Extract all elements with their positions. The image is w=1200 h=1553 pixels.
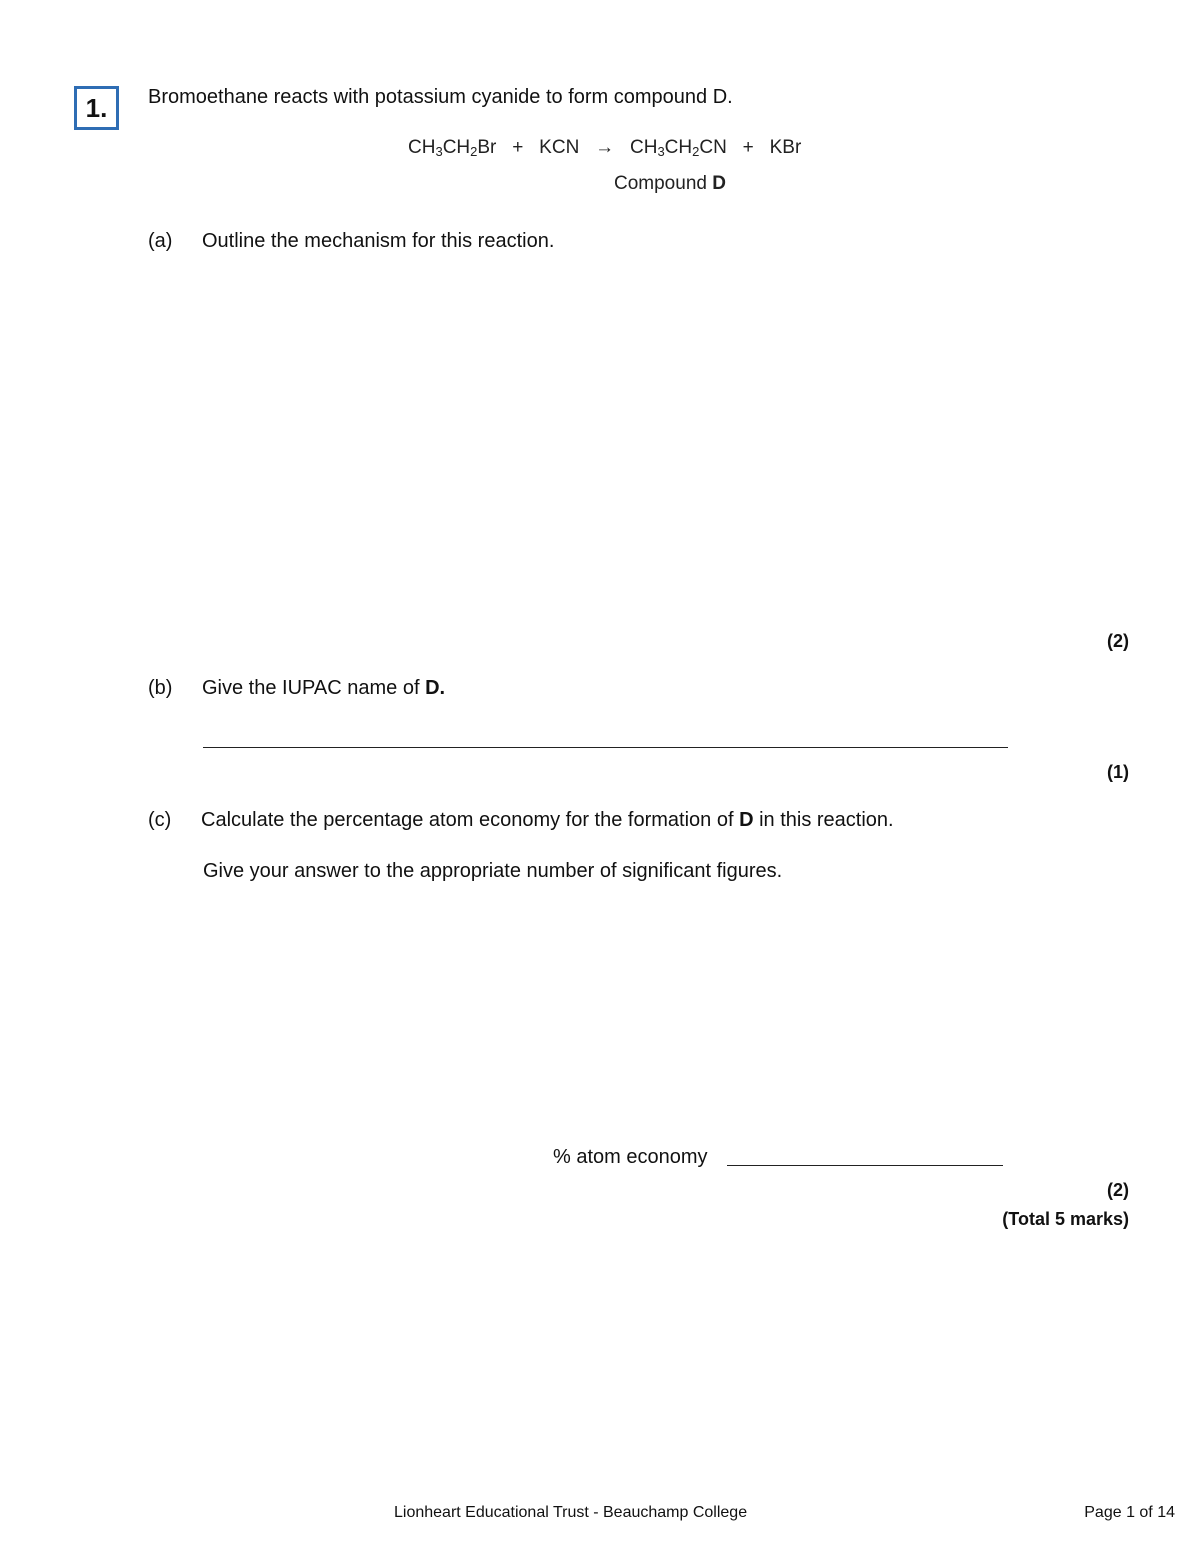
reaction-equation	[408, 137, 801, 159]
part-c-instruction: Give your answer to the appropriate number of significant figures.	[203, 860, 783, 882]
part-b-marks: (1)	[1107, 762, 1129, 782]
product-kbr: KBr	[769, 137, 802, 158]
part-c-text: Calculate the percentage atom economy for the formation of D in this reaction.	[201, 809, 894, 831]
reaction-arrow: →	[595, 137, 615, 158]
total-marks: (Total 5 marks)	[1002, 1209, 1129, 1229]
question-number: 1.	[85, 92, 108, 123]
part-c-label: (c)	[148, 809, 172, 831]
part-a-text: Outline the mechanism for this reaction.	[202, 230, 555, 252]
atom-economy-answer-line[interactable]	[727, 1165, 1003, 1166]
question-number-box	[74, 86, 119, 130]
part-b-label: (b)	[148, 677, 173, 699]
part-a-label: (a)	[148, 230, 173, 252]
part-b-text: Give the IUPAC name of D.	[202, 677, 446, 699]
plus-sign: +	[512, 137, 524, 158]
part-a-marks: (2)	[1107, 631, 1129, 651]
compound-d-caption: Compound D	[614, 173, 726, 194]
reactant-bromoethane: $CH_3CH_2Br$	[408, 137, 497, 159]
part-b-answer-line[interactable]	[203, 747, 1008, 748]
footer-institution: Lionheart Educational Trust - Beauchamp College	[394, 1504, 748, 1521]
part-c-marks: (2)	[1107, 1180, 1129, 1200]
atom-economy-label: % atom economy	[553, 1146, 708, 1168]
reactant-kcn: KCN	[539, 137, 580, 158]
footer-page-number: Page 1 of 14	[1084, 1504, 1175, 1521]
plus-sign: +	[742, 137, 754, 158]
question-intro: Bromoethane reacts with potassium cyanide to form compound D.	[148, 86, 733, 108]
product-propanenitrile: $CH_3CH_2CN$	[629, 137, 727, 159]
